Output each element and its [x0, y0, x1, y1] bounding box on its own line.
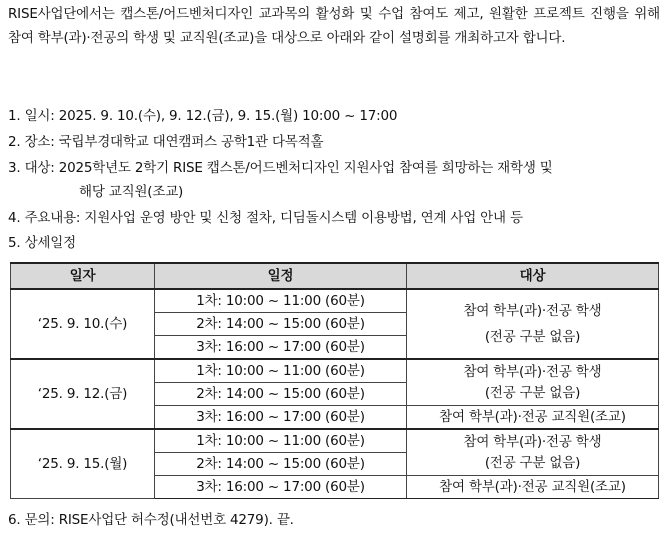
item-contact: 6. 문의: RISE사업단 허수정(내선번호 4279). 끝. — [8, 512, 294, 528]
target-line: 참여 학부(과)·전공 학생 — [463, 303, 602, 319]
table-row — [11, 429, 659, 453]
session-cell: 3차: 16:00 ~ 17:00 (60분) — [155, 336, 407, 360]
target-line: 참여 학부(과)·전공 학생 — [463, 433, 602, 450]
date-cell: ‘25. 9. 10.(수) — [11, 289, 155, 359]
target-cell-staff: 참여 학부(과)·전공 교직원(조교) — [407, 406, 659, 430]
schedule-table — [10, 262, 659, 499]
date-cell: ‘25. 9. 12.(금) — [11, 359, 155, 429]
target-line: (전공 구분 없음) — [484, 454, 581, 471]
session-cell: 3차: 16:00 ~ 17:00 (60분) — [155, 476, 407, 499]
item-target-continued: 해당 교직원(조교) — [79, 184, 184, 200]
session-cell: 2차: 14:00 ~ 15:00 (60분) — [155, 453, 407, 476]
target-line: 참여 학부(과)·전공 학생 — [463, 363, 602, 380]
date-cell: ‘25. 9. 15.(월) — [11, 429, 155, 499]
session-cell: 3차: 16:00 ~ 17:00 (60분) — [155, 406, 407, 430]
session-cell: 2차: 14:00 ~ 15:00 (60분) — [155, 313, 407, 336]
header-date: 일자 — [11, 263, 155, 289]
table-row — [11, 289, 659, 313]
table-row — [11, 359, 659, 383]
item-schedule-heading: 5. 상세일정 — [8, 235, 76, 251]
item-date: 1. 일시: 2025. 9. 10.(수), 9. 12.(금), 9. 15.(월) 10:00 ~ 17:00 — [8, 108, 398, 124]
target-line: (전공 구분 없음) — [484, 384, 581, 401]
target-line: (전공 구분 없음) — [484, 329, 581, 345]
target-cell — [407, 429, 659, 476]
table-header-row — [11, 263, 659, 289]
header-schedule: 일정 — [155, 263, 407, 289]
target-cell — [407, 289, 659, 359]
target-cell-staff: 참여 학부(과)·전공 교직원(조교) — [407, 476, 659, 499]
header-target: 대상 — [407, 263, 659, 289]
target-cell — [407, 359, 659, 406]
item-content: 4. 주요내용: 지원사업 운영 방안 및 신청 절차, 디딤돌시스템 이용방법, 연계 사업 안내 등 — [8, 210, 523, 226]
session-cell: 1차: 10:00 ~ 11:00 (60분) — [155, 429, 407, 453]
session-cell: 2차: 14:00 ~ 15:00 (60분) — [155, 383, 407, 406]
item-target: 3. 대상: 2025학년도 2학기 RISE 캡스톤/어드벤처디자인 지원사업 참여를 희망하는 재학생 및 — [8, 160, 553, 176]
item-location: 2. 장소: 국립부경대학교 대연캠퍼스 공학1관 다목적홀 — [8, 134, 324, 150]
session-cell: 1차: 10:00 ~ 11:00 (60분) — [155, 289, 407, 313]
intro-paragraph: RISE사업단에서는 캡스톤/어드벤처디자인 교과목의 활성화 및 수업 참여도 제고, 원활한 프로젝트 진행을 위해 참여 학부(과)·전공의 학생 및 교직원(조교)을 대상으로 아래와 같이 설명회를 개최하고자 합니다. — [8, 6, 660, 46]
session-cell: 1차: 10:00 ~ 11:00 (60분) — [155, 359, 407, 383]
